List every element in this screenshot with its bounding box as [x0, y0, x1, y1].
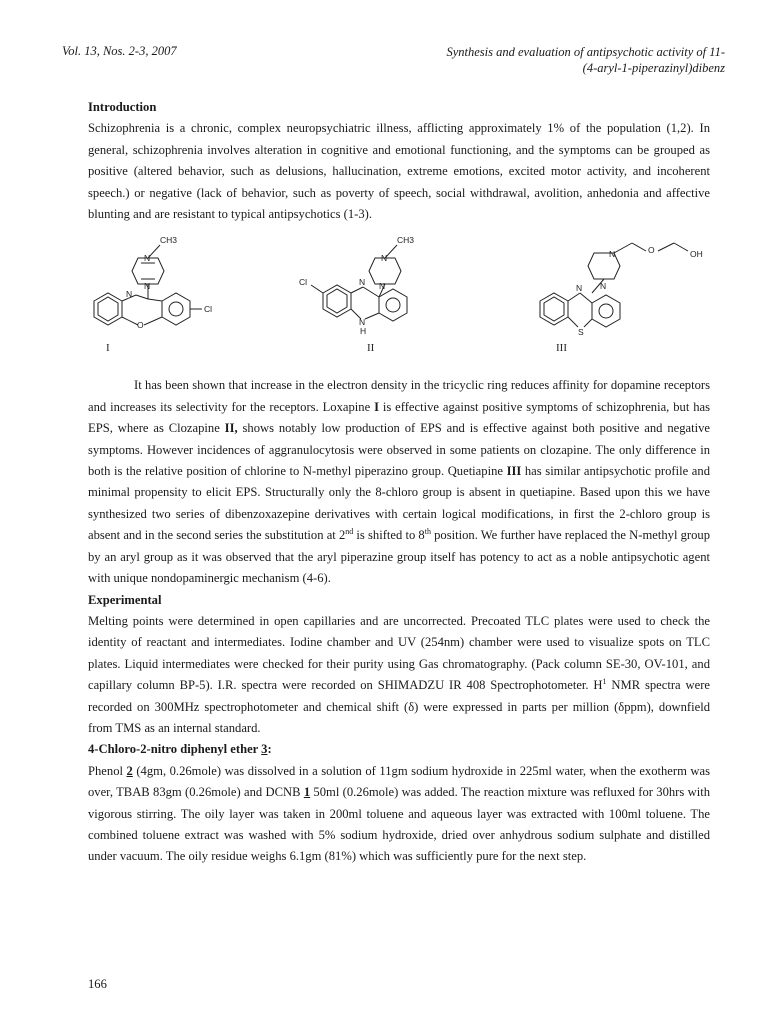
chemical-structures-drawing	[88, 233, 710, 363]
compound-3-heading	[88, 739, 710, 760]
structure-3-label: III	[556, 342, 567, 355]
procedure-text-3: 50ml (0.26mole) was added. The reaction mixture was refluxed for 30hrs with vigorous stirring. The oily layer was taken in 200ml toluene and aqueous layer was extracted with 100ml toluene. The combined toluene extract was washed with 5% sodium hydroxide, dried over anhydrous sodium sulphate and distilled under vacuum. The oily residue weighs 6.1gm (81%) which was sufficiently pure for the next step.	[88, 785, 710, 864]
svg-text:N: N	[381, 253, 388, 264]
svg-text:N: N	[379, 281, 386, 292]
experimental-paragraph	[88, 611, 710, 739]
svg-text:CH3: CH3	[160, 235, 178, 246]
svg-text:O: O	[137, 320, 144, 331]
experimental-heading: Experimental	[88, 592, 162, 607]
running-header-right	[405, 44, 725, 76]
rationale-text-5: is shifted to 8	[353, 528, 425, 543]
svg-text:N: N	[576, 283, 583, 294]
superscript-1: 1	[602, 676, 607, 686]
rationale-text-4: has similar antipsychotic profile and minimal propensity to elicit EPS. Structurally only the 8-chloro group is absent in quetiapine. Based upon this we have synthesized two series of dibenzoxazepine derivatives with certain logical modifications, in first the 2-chloro group is absent and in the second series the substitution at 2	[88, 464, 710, 543]
svg-text:CH3: CH3	[397, 235, 415, 246]
running-header-right-line1: Synthesis and evaluation of antipsychotic activity of 11-	[446, 45, 725, 59]
running-header-right-line2: (4-aryl-1-piperazinyl)dibenz	[582, 61, 725, 75]
compound-3-procedure	[88, 761, 710, 868]
svg-text:N: N	[144, 281, 151, 292]
article-body	[88, 97, 710, 868]
svg-text:Cl: Cl	[204, 304, 213, 315]
svg-text:O: O	[648, 245, 655, 256]
rationale-paragraph	[88, 375, 710, 589]
experimental-text-1: Melting points were determined in open capillaries and are uncorrected. Precoated TLC plates were used to check the identity of reactant and intermediates. Iodine chamber and UV (254nm) chamber were used to visualize spots on TLC plates. Liquid intermediates were checked for their purity using Gas chromatography. (Pack column SE-30, OV-101, and capillary column BP-5). I.R. spectra were recorded on SHIMADZU IR 408 Spectrophotometer. H	[88, 613, 710, 693]
introduction-paragraph: Schizophrenia is a chronic, complex neuropsychiatric illness, afflicting approximately 1% of the population (1,2). In general, schizophrenia involves alteration in cognitive and emotional functioning, and the symptoms can be grouped as positive (altered behavior, such as delusions, hallucination, extreme emotions, excited motor activity, and incoherent speech.) or negative (lack of behavior, such as poverty of speech, social withdrawal, avolition, anhedonia and affective blunting and are resistant to typical antipsychotics (1-3).	[88, 121, 710, 222]
svg-text:N: N	[126, 289, 133, 300]
superscript-nd: nd	[345, 527, 354, 537]
svg-text:N: N	[609, 249, 616, 260]
svg-text:H: H	[360, 326, 367, 337]
procedure-text-1: Phenol	[88, 763, 127, 778]
page-number: 166	[88, 977, 107, 991]
rationale-text-6: position. We further have replaced the N-methyl group by an aryl group as it was observed that the aryl piperazine group itself has potency to act as a noble antipsychotic agent with unique nondopaminergic mechanism (4-6).	[88, 528, 710, 586]
structure-2-label: II	[367, 342, 375, 355]
structure-2-labels	[299, 235, 414, 354]
introduction-heading: Introduction	[88, 100, 157, 114]
compound-ref-1: 1	[303, 785, 311, 800]
compound-3-colon: :	[267, 742, 272, 757]
rationale-text-2: is effective against positive symptoms of schizophrenia, but has EPS, where as Clozapine	[88, 399, 710, 436]
procedure-text-2: (4gm, 0.26mole) was dissolved in a solution of 11gm sodium hydroxide in 225ml water, when the exotherm was over, TBAB 83gm (0.26mole) and DCNB	[88, 763, 710, 800]
compound-3-number: 3	[261, 742, 268, 757]
structure-3-labels	[556, 245, 703, 354]
structure-1-label: I	[106, 342, 110, 355]
svg-text:OH: OH	[690, 249, 703, 260]
running-header-left: Vol. 13, Nos. 2-3, 2007	[62, 44, 177, 58]
svg-text:N: N	[359, 317, 366, 328]
experimental-text-2: NMR spectra were recorded on 300MHz spectrophotometer and chemical shift (δ) were expressed in parts per million (δppm), downfield from TMS as an internal standard.	[88, 678, 710, 735]
rationale-text-3: shows notably low production of EPS and is effective against both positive and negative symptoms. However incidences of aggranulocytosis were observed in some patients on clozapine. The only difference in both is the relative position of chlorine to N-methyl piperazino group. Quetiapine	[88, 421, 710, 479]
compound-ref-2: 2	[126, 763, 133, 778]
structure-1-labels	[106, 235, 212, 354]
svg-text:N: N	[600, 281, 607, 292]
compound-ref-I: I	[374, 399, 379, 414]
compound-ref-II: II,	[224, 421, 238, 436]
structures-figure	[88, 233, 710, 363]
rationale-text-1: It has been shown that increase in the electron density in the tricyclic ring reduces affinity for dopamine receptors and increases its selectivity for the receptors. Loxapine	[88, 378, 710, 414]
compound-3-heading-text: 4-Chloro-2-nitro diphenyl ether	[88, 742, 262, 757]
svg-text:N: N	[144, 253, 151, 264]
superscript-th: th	[424, 527, 431, 537]
svg-text:N: N	[359, 277, 366, 288]
svg-text:S: S	[578, 327, 584, 338]
compound-ref-III: III	[506, 464, 522, 479]
svg-text:Cl: Cl	[299, 277, 308, 288]
